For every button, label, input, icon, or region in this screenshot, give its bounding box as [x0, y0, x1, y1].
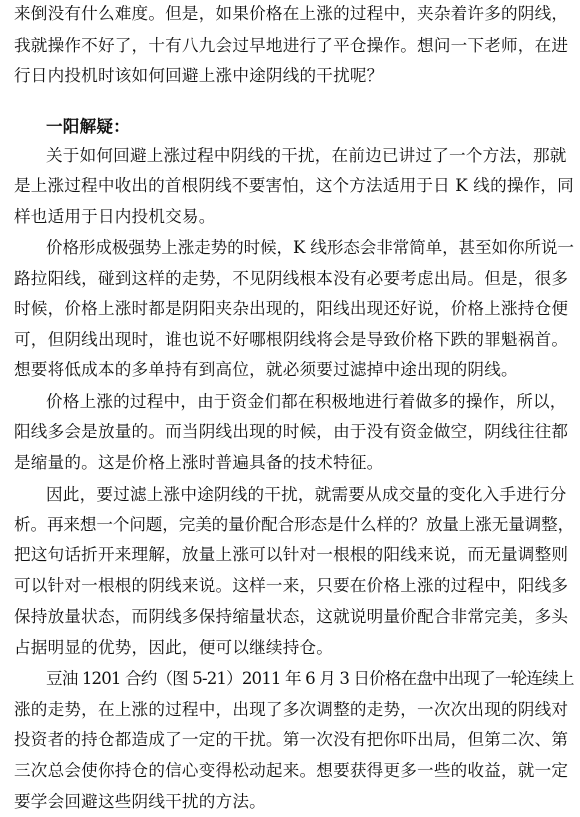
text-line: 占据明显的优势，因此，便可以继续持仓。 [14, 637, 334, 657]
text-line: 涨的走势，在上涨的过程中，出现了多次调整的走势，一次次出现的阴线对 [14, 699, 569, 719]
text-line: 把这句话折开来理解，放量上涨可以针对一根根的阳线来说，而无量调整则 [14, 545, 569, 565]
text-line: 保持放量状态，而阴线多保持缩量状态，这就说明量价配合非常完美，多头 [14, 607, 569, 626]
text-line: 行日内投机时该如何回避上涨中途阴线的干扰呢？ [14, 65, 384, 85]
text-line: 要学会回避这些阴线干扰的方法。 [14, 792, 266, 811]
text-line: 可以针对一根根的阴线来说。这样一来，只要在价格上涨的过程中，阳线多 [14, 576, 569, 596]
text-line: 阳线多会是放量的。而当阴线出现的时候，由于没有资金做空，阴线往往都 [14, 422, 569, 441]
text-line: 可，但阴线出现时，谁也说不好哪根阴线将会是导致价格下跌的罪魁祸首。 [14, 329, 569, 349]
text-line: 三次总会使你持仓的信心变得松动起来。想要获得更多一些的收益，就一定 [14, 761, 569, 781]
text-line: 想要将低成本的多单持有到高位，就必须要过滤掉中途出现的阴线。 [14, 360, 518, 380]
text-line: 投资者的持仓都造成了一定的干扰。第一次没有把你吓出局，但第二次、第 [14, 730, 569, 750]
text-line: 关于如何回避上涨过程中阴线的干扰，在前边已讲过了一个方法，那就 [46, 145, 567, 165]
text-line: 因此，要过滤上涨中途阴线的干扰，就需要从成交量的变化入手进行分 [46, 484, 567, 504]
text-line: 我就操作不好了，十有八九会过早地进行了平仓操作。想问一下老师，在进 [14, 35, 569, 55]
text-line: 是上涨过程中收出的首根阴线不要害怕，这个方法适用于日 K 线的操作，同 [14, 176, 574, 196]
text-line: 价格形成极强势上涨走势的时候，K 线形态会非常简单，甚至如你所说一 [46, 238, 574, 257]
text-line: 来倒没有什么难度。但是，如果价格在上涨的过程中，夹杂着许多的阴线， [14, 4, 569, 23]
text-line: 析。再来想一个问题，完美的量价配合形态是什么样的？放量上涨无量调整， [14, 515, 575, 535]
text-line: 是缩量的。这是价格上涨时普遍具备的技术特征。 [14, 452, 384, 472]
text-line: 路拉阳线，碰到这样的走势，不见阴线根本没有必要考虑出局。但是，很多 [14, 268, 569, 288]
text-line: 样也适用于日内投机交易。 [14, 207, 216, 227]
text-line: 豆油 1201 合约（图 5-21）2011 年 6 月 3 日价格在盘中出现了一轮连续上 [46, 668, 574, 688]
section-heading: 一阳解疑： [46, 115, 130, 136]
text-line: 时候，价格上涨时都是阴阳夹杂出现的，阳线出现还好说，价格上涨持仓便 [14, 298, 569, 318]
text-line: 价格上涨的过程中，由于资金们都在积极地进行着做多的操作，所以， [46, 392, 567, 412]
